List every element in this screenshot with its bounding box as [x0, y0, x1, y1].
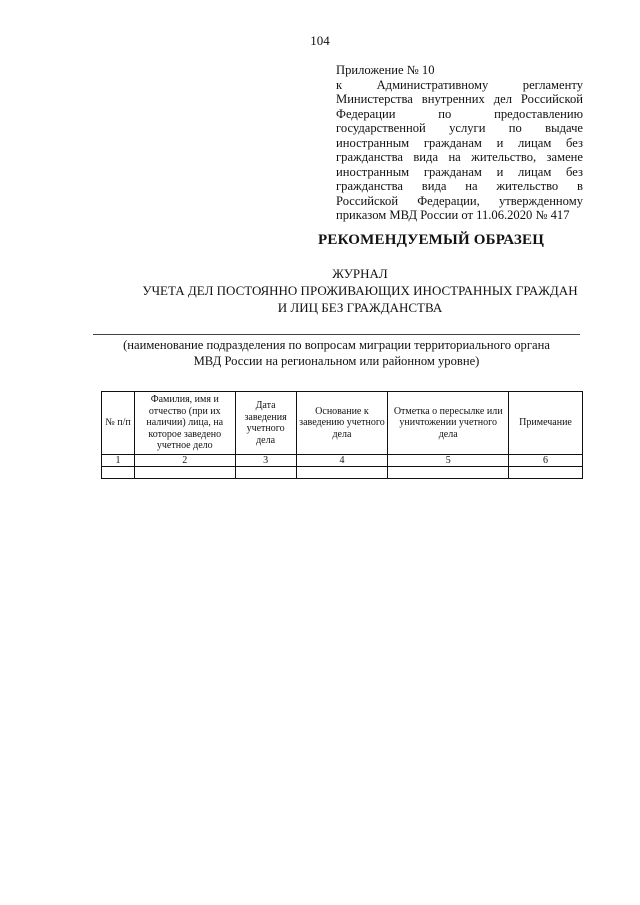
table-cell	[134, 467, 235, 479]
header-row-number: № п/п	[102, 392, 135, 455]
subdivision-caption-line: МВД России на региональном или районном уровне)	[193, 354, 480, 368]
appendix-line: приказом МВД России от 11.06.2020 № 417	[336, 208, 570, 222]
column-number: 2	[134, 455, 235, 467]
appendix-line: к Административному регламенту	[336, 77, 583, 92]
table-row	[102, 467, 583, 479]
table-cell	[388, 467, 509, 479]
appendix-line: Федерации по предоставлению	[336, 106, 583, 121]
header-full-name: Фамилия, имя и отчество (при их наличии) лица, на которое заведено учетное дело	[134, 392, 235, 455]
header-basis: Основание к заведению учетного дела	[296, 392, 388, 455]
subdivision-caption-line: (наименование подразделения по вопросам миграции территориального органа	[123, 338, 550, 352]
table-header-row	[102, 392, 583, 455]
column-number: 1	[102, 455, 135, 467]
appendix-block	[336, 63, 583, 223]
appendix-line: Министерства внутренних дел Российской	[336, 92, 583, 106]
journal-subtitle-line: УЧЕТА ДЕЛ ПОСТОЯННО ПРОЖИВАЮЩИХ ИНОСТРАННЫХ ГРАЖДАН	[142, 283, 578, 298]
appendix-line: иностранным гражданам и лицам без	[336, 135, 583, 150]
column-number: 5	[388, 455, 509, 467]
column-number-row	[102, 455, 583, 467]
header-transfer-mark: Отметка о пересылке или уничтожении учетного дела	[388, 392, 509, 455]
sample-title: РЕКОМЕНДУЕМЫЙ ОБРАЗЕЦ	[318, 232, 545, 248]
journal-heading	[80, 265, 640, 316]
table-cell	[296, 467, 388, 479]
journal-title: ЖУРНАЛ	[332, 266, 388, 281]
appendix-line: государственной услуги по выдаче	[336, 121, 583, 135]
header-note: Примечание	[509, 392, 583, 455]
subdivision-caption	[93, 337, 580, 369]
column-number: 6	[509, 455, 583, 467]
appendix-line: иностранным гражданам и лицам без	[336, 164, 583, 179]
subdivision-underline	[93, 334, 580, 335]
table-cell	[235, 467, 296, 479]
journal-subtitle-line: И ЛИЦ БЕЗ ГРАЖДАНСТВА	[277, 300, 443, 315]
appendix-line: гражданства вида на жительство, замене	[336, 150, 583, 164]
column-number: 4	[296, 455, 388, 467]
table-cell	[102, 467, 135, 479]
column-number: 3	[235, 455, 296, 467]
page-number: 104	[310, 33, 330, 48]
appendix-heading: Приложение № 10	[336, 63, 435, 77]
header-creation-date: Дата заведения учетного дела	[235, 392, 296, 455]
appendix-line: гражданства вида на жительство в	[336, 179, 583, 193]
table-cell	[509, 467, 583, 479]
journal-table	[101, 391, 583, 479]
appendix-line: Российской Федерации, утвержденному	[336, 193, 583, 208]
